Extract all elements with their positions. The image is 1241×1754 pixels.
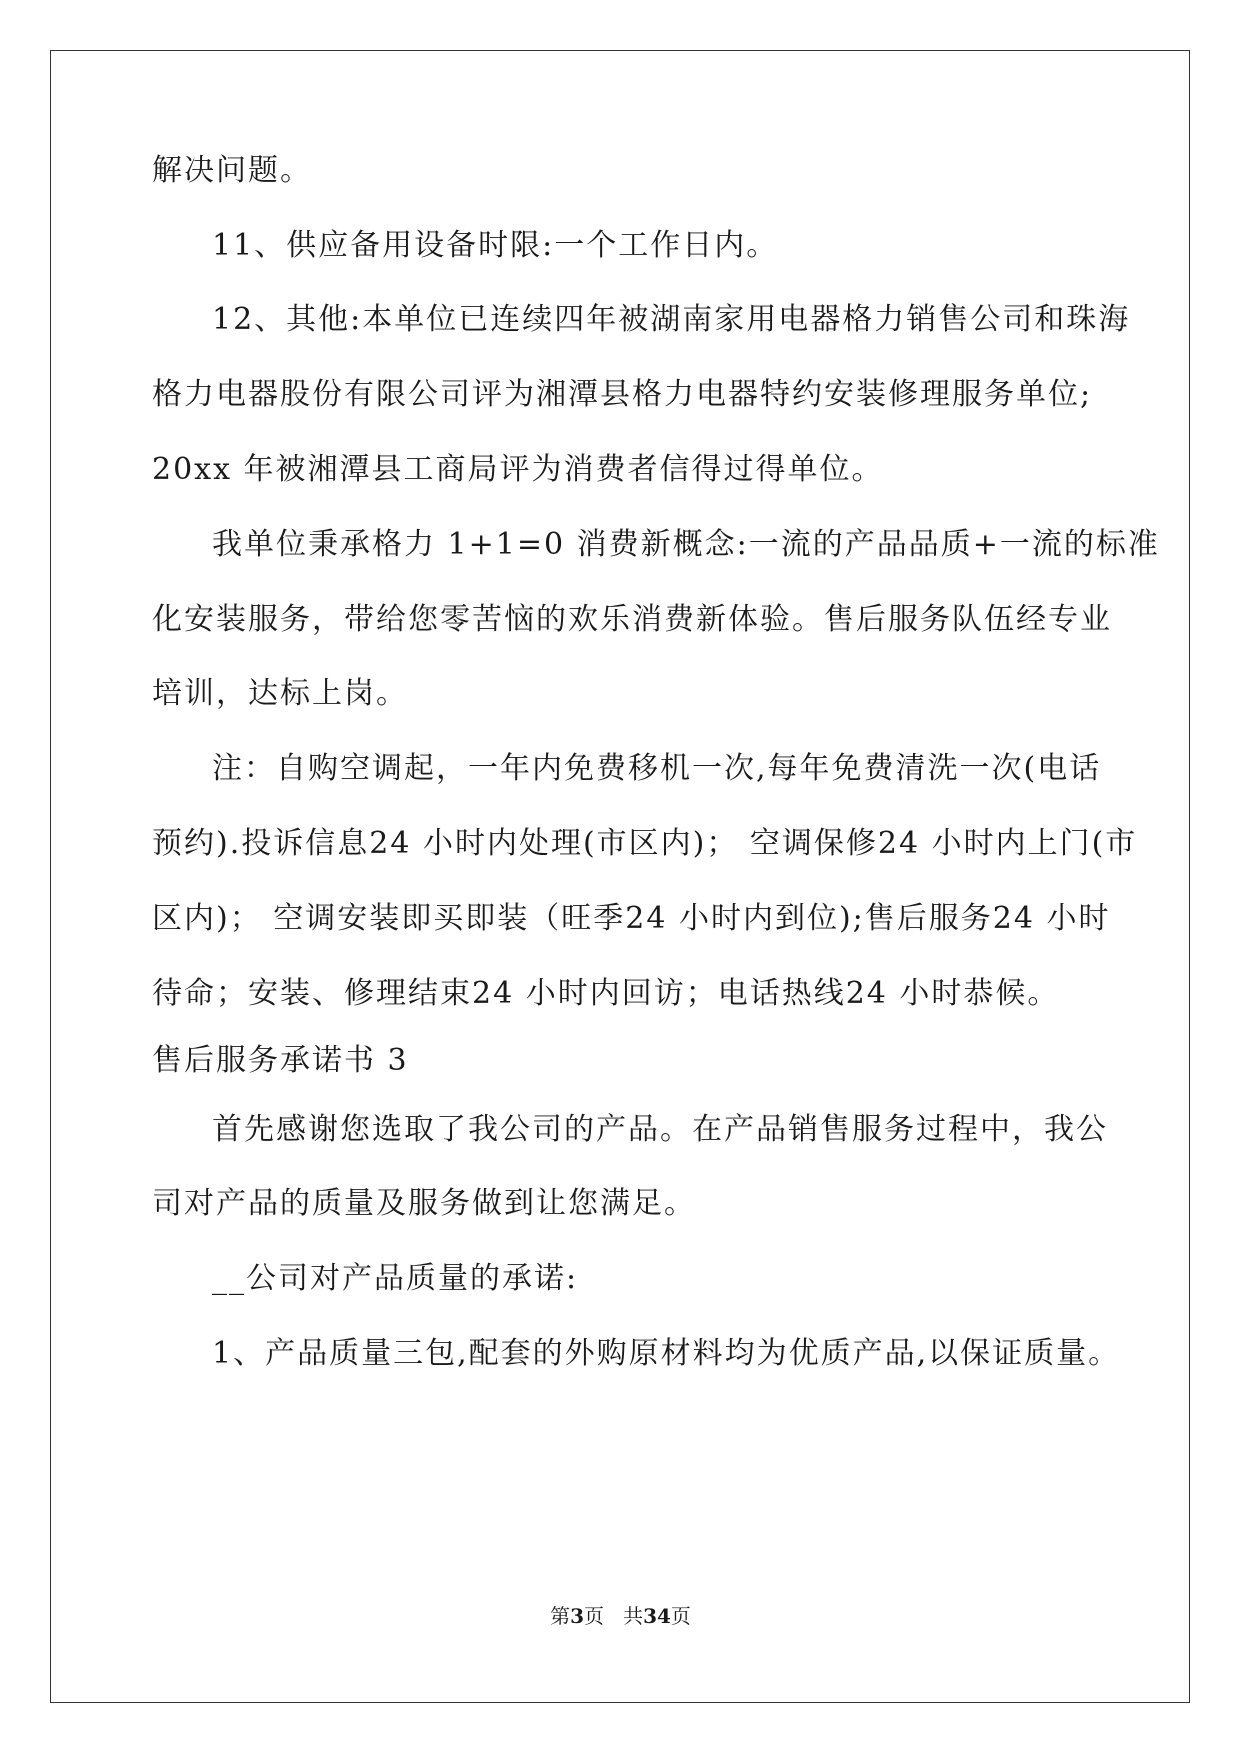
page-footer <box>0 1604 1241 1628</box>
total-pages: 34 <box>643 1604 671 1628</box>
text-line: 预约).投诉信息24 小时内处理(市区内)； 空调保修24 小时内上门(市 <box>152 826 1138 861</box>
page-number: 3 <box>570 1604 584 1628</box>
text-line: 11、供应备用设备时限:一个工作日内。 <box>212 228 779 263</box>
text-line: 解决问题。 <box>152 153 312 188</box>
text-line: __公司对产品质量的承诺: <box>212 1261 579 1296</box>
page-prefix: 第 <box>550 1604 571 1628</box>
text-line: 20xx 年被湘潭县工商局评为消费者信得过得单位。 <box>152 452 884 487</box>
text-line: 待命；安装、修理结束24 小时内回访；电话热线24 小时恭候。 <box>152 976 1060 1011</box>
text-line: 首先感谢您选取了我公司的产品。在产品销售服务过程中，我公 <box>212 1112 1108 1147</box>
text-line: 注：自购空调起，一年内免费移机一次,每年免费清洗一次(电话 <box>212 751 1102 786</box>
text-line: 区内)； 空调安装即买即装（旺季24 小时内到位);售后服务24 小时 <box>152 901 1111 936</box>
text-line: 培训，达标上岗。 <box>152 676 408 711</box>
page-border <box>50 50 1190 1703</box>
total-unit: 页 <box>670 1604 691 1628</box>
text-line: 格力电器股份有限公司评为湘潭县格力电器特约安装修理服务单位; <box>152 377 1093 412</box>
page-unit: 页 <box>584 1604 604 1628</box>
text-line: 我单位秉承格力 1+1=0 消费新概念:一流的产品品质+一流的标准 <box>212 527 1160 562</box>
text-line: 司对产品的质量及服务做到让您满足。 <box>152 1186 696 1221</box>
text-line: 化安装服务，带给您零苦恼的欢乐消费新体验。售后服务队伍经专业 <box>152 602 1112 637</box>
text-line: 12、其他:本单位已连续四年被湖南家用电器格力销售公司和珠海 <box>212 302 1131 337</box>
section-heading: 售后服务承诺书 3 <box>152 1043 409 1078</box>
total-prefix: 共 <box>623 1604 644 1628</box>
text-line: 1、产品质量三包,配套的外购原材料均为优质产品,以保证质量。 <box>212 1336 1121 1371</box>
